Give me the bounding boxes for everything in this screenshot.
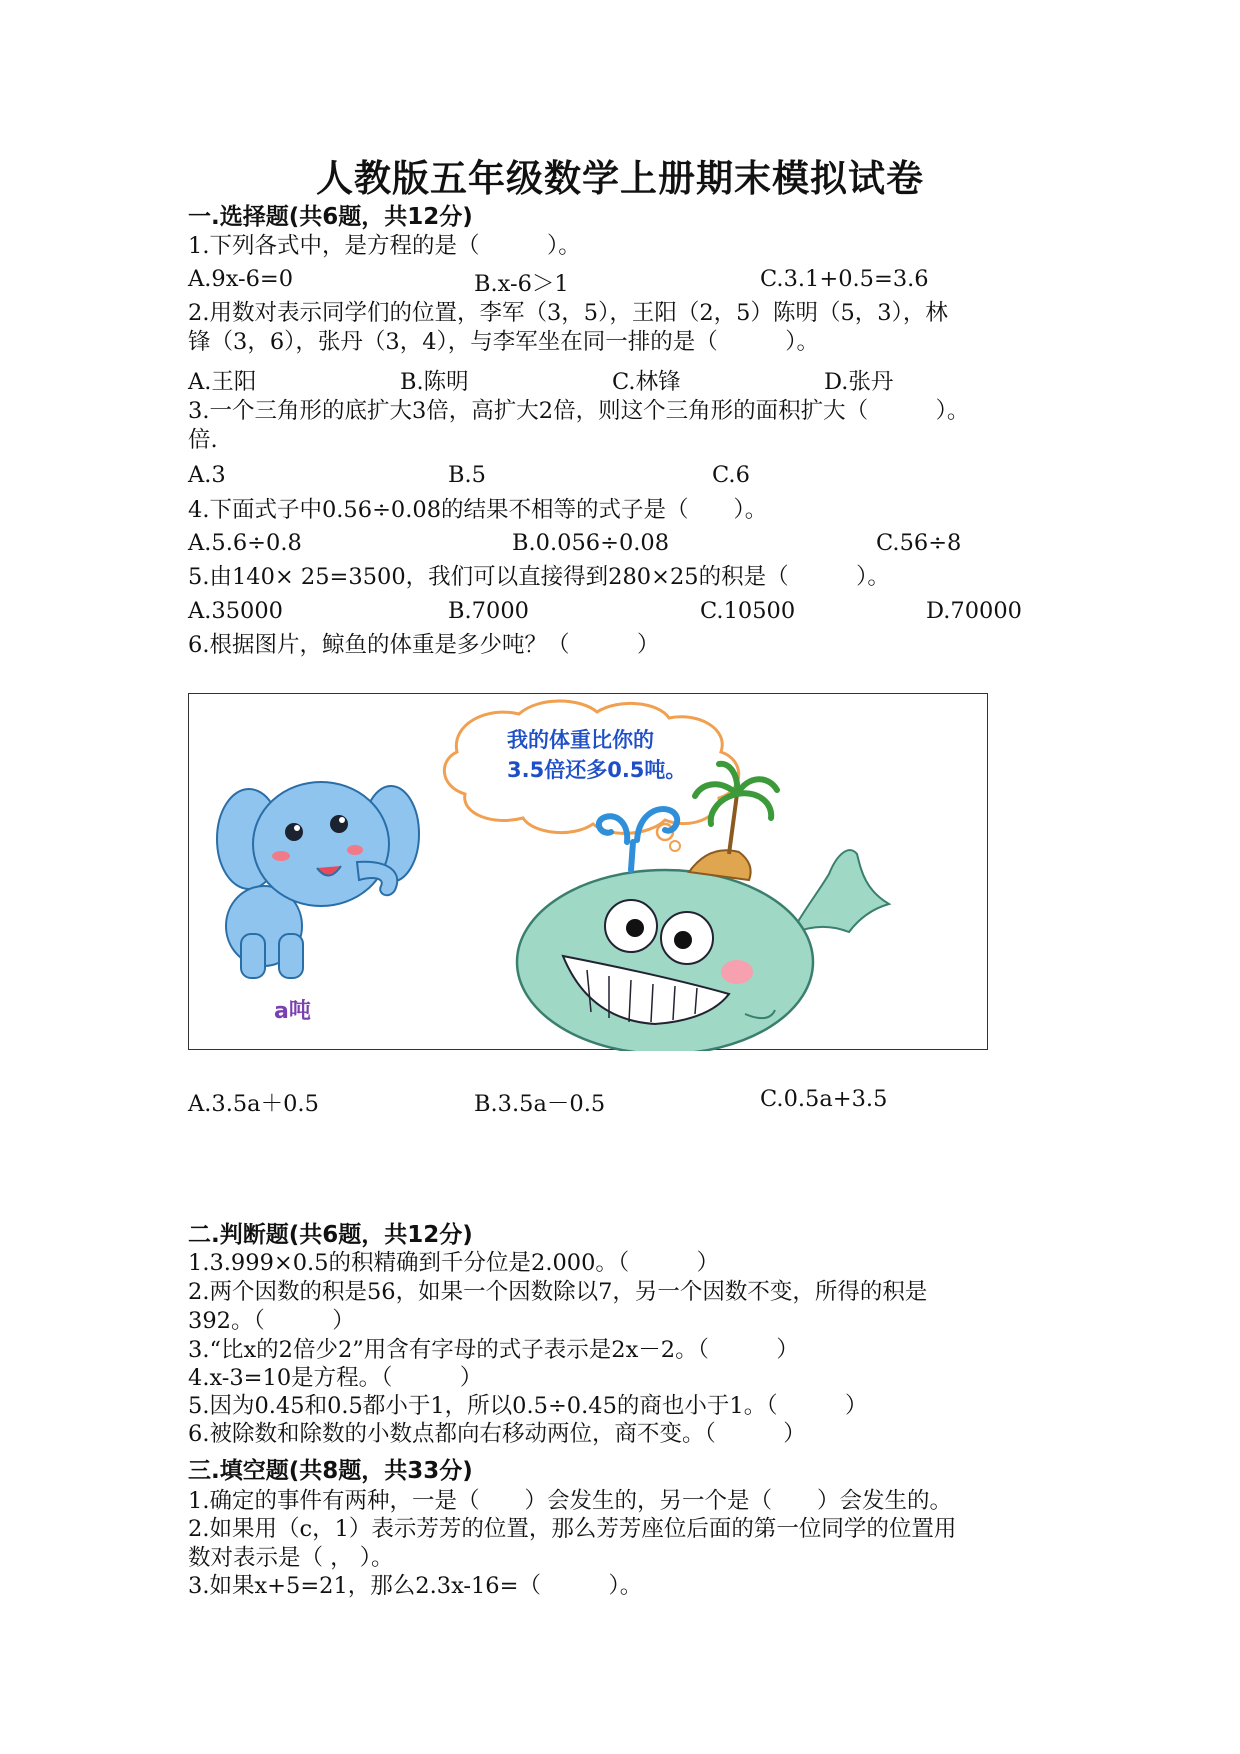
option-b: B.3.5a－0.5 bbox=[474, 1091, 606, 1117]
option-a: A.5.6÷0.8 bbox=[188, 530, 302, 556]
option-b: B.5 bbox=[448, 462, 487, 488]
option-a: A.王阳 bbox=[188, 369, 257, 395]
section-heading-judgment: 二.判断题(共6题，共12分) bbox=[188, 1222, 473, 1248]
question-text: 2.两个因数的积是56，如果一个因数除以7，另一个因数不变，所得的积是 bbox=[188, 1279, 928, 1305]
bubble-text-line1: 我的体重比你的 bbox=[507, 728, 654, 752]
whale-elephant-figure bbox=[188, 693, 988, 1050]
question-text: 4.x-3=10是方程。（ ） bbox=[188, 1365, 483, 1391]
option-a: A.3.5a＋0.5 bbox=[188, 1091, 319, 1117]
option-c: C.10500 bbox=[700, 598, 796, 624]
question-text: 锋（3，6），张丹（3，4），与李军坐在同一排的是（ ）。 bbox=[188, 329, 820, 355]
option-a: A.35000 bbox=[188, 598, 283, 624]
bubble-text-line2: 3.5倍还多0.5吨。 bbox=[507, 758, 687, 782]
bubble-dot bbox=[670, 841, 680, 851]
elephant-illustration bbox=[217, 782, 419, 978]
question-text: 2.用数对表示同学们的位置，李军（3，5），王阳（2，5）陈明（5，3），林 bbox=[188, 300, 948, 326]
option-d: D.张丹 bbox=[824, 369, 894, 395]
question-text: 6.被除数和除数的小数点都向右移动两位，商不变。（ ） bbox=[188, 1421, 806, 1447]
question-text: 1.3.999×0.5的积精确到千分位是2.000。（ ） bbox=[188, 1250, 720, 1276]
option-b: B.0.056÷0.08 bbox=[512, 530, 670, 556]
option-b: B.7000 bbox=[448, 598, 529, 624]
question-text: 3.如果x+5=21，那么2.3x-16=（ ）。 bbox=[188, 1573, 643, 1599]
question-text: 5.由140× 25=3500，我们可以直接得到280×25的积是（ ）。 bbox=[188, 564, 890, 590]
option-c: C.3.1+0.5=3.6 bbox=[760, 266, 929, 292]
section-heading-fill-in: 三.填空题(共8题，共33分) bbox=[188, 1458, 473, 1484]
option-a: A.3 bbox=[188, 462, 226, 488]
question-text: 4.下面式子中0.56÷0.08的结果不相等的式子是（ ）。 bbox=[188, 497, 768, 523]
question-text: 倍. bbox=[188, 427, 218, 453]
option-d: D.70000 bbox=[926, 598, 1022, 624]
elephant-weight-label: a吨 bbox=[274, 999, 311, 1024]
question-text: 392。（ ） bbox=[188, 1308, 355, 1334]
question-text: 1.确定的事件有两种，一是（ ）会发生的，另一个是（ ）会发生的。 bbox=[188, 1488, 952, 1514]
question-text: 6.根据图片，鲸鱼的体重是多少吨？（ ） bbox=[188, 632, 660, 658]
option-c: C.0.5a+3.5 bbox=[760, 1086, 888, 1112]
option-b: B.x-6＞1 bbox=[474, 271, 569, 297]
page-title: 人教版五年级数学上册期末模拟试卷 bbox=[316, 157, 924, 200]
question-text: 3.一个三角形的底扩大3倍，高扩大2倍，则这个三角形的面积扩大（ ）。 bbox=[188, 398, 970, 424]
option-c: C.56÷8 bbox=[876, 530, 962, 556]
option-c: C.林锋 bbox=[612, 369, 681, 395]
question-text: 数对表示是（ ， ）。 bbox=[188, 1545, 394, 1571]
question-text: 1.下列各式中，是方程的是（ ）。 bbox=[188, 233, 581, 259]
section-heading-choice: 一.选择题(共6题，共12分) bbox=[188, 204, 473, 230]
question-text: 5.因为0.45和0.5都小于1，所以0.5÷0.45的商也小于1。（ ） bbox=[188, 1393, 868, 1419]
option-a: A.9x-6=0 bbox=[188, 266, 294, 292]
option-b: B.陈明 bbox=[400, 369, 469, 395]
question-text: 3.“比x的2倍少2”用含有字母的式子表示是2x－2。（ ） bbox=[188, 1337, 799, 1363]
question-text: 2.如果用（c，1）表示芳芳的位置，那么芳芳座位后面的第一位同学的位置用 bbox=[188, 1516, 957, 1542]
option-c: C.6 bbox=[712, 462, 750, 488]
